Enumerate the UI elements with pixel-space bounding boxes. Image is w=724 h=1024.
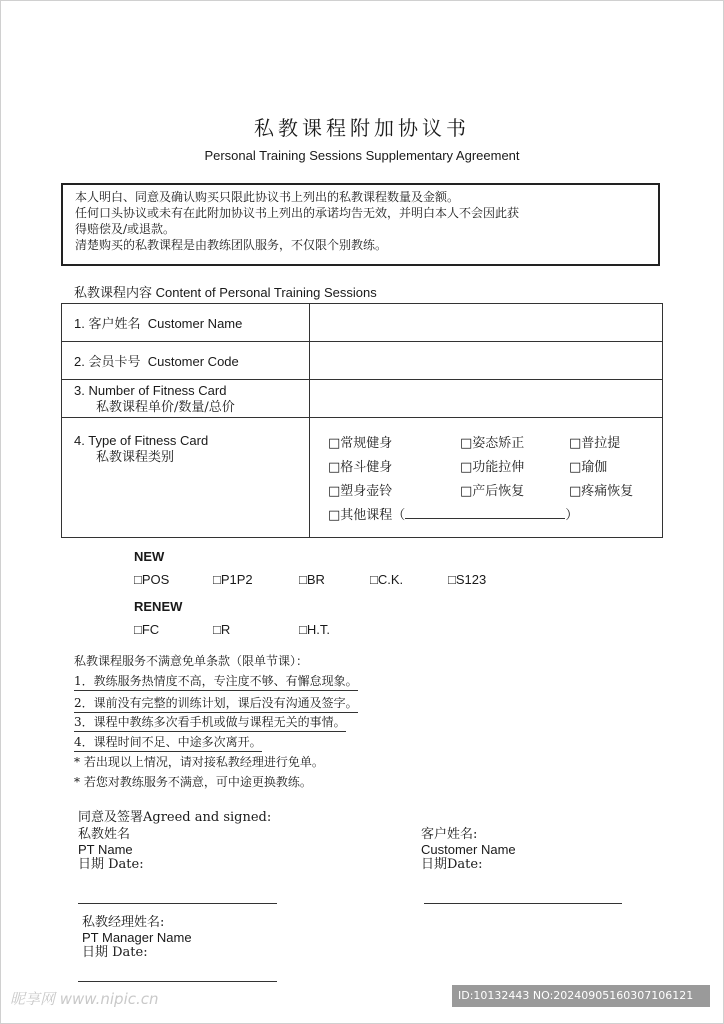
- manager-date: 日期 Date:: [82, 945, 148, 960]
- checkbox-option[interactable]: □P1P2: [213, 572, 253, 587]
- card-number-field[interactable]: [310, 380, 663, 418]
- row-label-en: Type of Fitness Card: [88, 433, 209, 448]
- agreed-title: [78, 809, 271, 825]
- manager-name-en: PT Manager Name: [82, 930, 192, 945]
- manager-signature-block: [82, 915, 192, 960]
- term-item: 3．课程中教练多次看手机或做与课程无关的事情。: [74, 713, 346, 732]
- watermark-logo: 昵享网 www.nipic.cn: [10, 990, 159, 1008]
- section-title: 私教课程内容 Content of Personal Training Sessions: [74, 285, 377, 300]
- checkbox-option[interactable]: □C.K.: [370, 572, 404, 587]
- row-customer-name-label: [62, 304, 310, 342]
- agreed-title-text: 同意及签署Agreed and signed:: [78, 810, 272, 825]
- row-label-cn: 会员卡号: [88, 355, 141, 370]
- pt-signature-block: [78, 827, 144, 872]
- notice-line: 得赔偿及/或退款。: [75, 222, 176, 236]
- checkbox-option[interactable]: □产后恢复: [460, 484, 525, 499]
- pt-name-en: PT Name: [78, 842, 133, 857]
- row-label-en: Number of Fitness Card: [88, 383, 227, 398]
- manager-signature-line[interactable]: [78, 981, 277, 982]
- row-label-en: Customer Code: [147, 354, 239, 369]
- pt-date: 日期 Date:: [78, 857, 144, 872]
- new-heading: NEW: [134, 549, 165, 564]
- pt-name-cn: 私教姓名: [78, 827, 131, 842]
- renew-heading: RENEW: [134, 599, 183, 614]
- other-close: ）: [565, 508, 579, 523]
- customer-signature-block: [421, 827, 516, 872]
- term-item: 2．课前没有完整的训练计划，课后没有沟通及签字。: [74, 694, 358, 713]
- card-type-options: [310, 418, 663, 538]
- other-label: □其他课程（: [328, 508, 406, 523]
- checkbox-option[interactable]: □塑身壶铃: [328, 484, 393, 499]
- content-table: [61, 303, 663, 538]
- notice-line: 任何口头协议或未有在此附加协议书上列出的承诺均告无效，并明白本人不会因此获: [75, 206, 520, 220]
- manager-name-cn: 私教经理姓名:: [82, 915, 165, 930]
- checkbox-option-other[interactable]: [328, 504, 578, 523]
- checkbox-option[interactable]: □疼痛恢复: [569, 484, 634, 499]
- checkbox-option[interactable]: □POS: [134, 572, 170, 587]
- row-card-type-label: [62, 418, 310, 538]
- customer-name-cn: 客户姓名:: [421, 827, 478, 842]
- pt-signature-line[interactable]: [78, 903, 277, 904]
- terms-title: 私教课程服务不满意免单条款（限单节课）：: [74, 654, 309, 668]
- checkbox-option[interactable]: □瑜伽: [569, 460, 608, 475]
- checkbox-option[interactable]: □BR: [299, 572, 325, 587]
- row-label-cn: 私教课程单价/数量/总价: [96, 400, 235, 415]
- customer-date: 日期Date:: [421, 857, 483, 872]
- customer-signature-line[interactable]: [424, 903, 622, 904]
- row-number: 3.: [74, 383, 85, 398]
- row-card-number-label: [62, 380, 310, 418]
- other-blank[interactable]: [405, 507, 565, 519]
- notice-line: 清楚购买的私教课程是由教练团队服务，不仅限个别教练。: [75, 238, 388, 252]
- customer-code-field[interactable]: [310, 342, 663, 380]
- checkbox-option[interactable]: □普拉提: [569, 436, 621, 451]
- watermark-id-bar: ID:10132443 NO:20240905160307106121: [452, 985, 710, 1007]
- note-item: * 若您对教练服务不满意，可中途更换教练。: [74, 775, 312, 789]
- checkbox-option[interactable]: □FC: [134, 622, 160, 637]
- row-number: 4.: [74, 433, 85, 448]
- checkbox-option[interactable]: □R: [213, 622, 231, 637]
- row-number: 2.: [74, 354, 85, 369]
- customer-name-field[interactable]: [310, 304, 663, 342]
- checkbox-option[interactable]: □常规健身: [328, 436, 393, 451]
- checkbox-option[interactable]: □H.T.: [299, 622, 330, 637]
- page-subtitle: Personal Training Sessions Supplementary Agreement: [204, 148, 520, 163]
- notice-box: [61, 183, 660, 266]
- checkbox-option[interactable]: □姿态矫正: [460, 436, 525, 451]
- page-title: 私教课程附加协议书: [254, 116, 470, 140]
- row-label-cn: 私教课程类别: [96, 450, 175, 465]
- checkbox-option[interactable]: □功能拉伸: [460, 460, 525, 475]
- checkbox-option[interactable]: □格斗健身: [328, 460, 393, 475]
- checkbox-option[interactable]: □S123: [448, 572, 487, 587]
- term-item: 4．课程时间不足、中途多次离开。: [74, 733, 262, 752]
- row-customer-code-label: [62, 342, 310, 380]
- row-label-cn: 客户姓名: [88, 317, 141, 332]
- note-item: * 若出现以上情况，请对接私教经理进行免单。: [74, 755, 324, 769]
- row-number: 1.: [74, 316, 85, 331]
- notice-line: 本人明白、同意及确认购买只限此协议书上列出的私教课程数量及金额。: [75, 190, 460, 204]
- row-label-en: Customer Name: [147, 316, 243, 331]
- term-item: 1．教练服务热情度不高，专注度不够、有懈怠现象。: [74, 672, 358, 691]
- customer-name-en: Customer Name: [421, 842, 516, 857]
